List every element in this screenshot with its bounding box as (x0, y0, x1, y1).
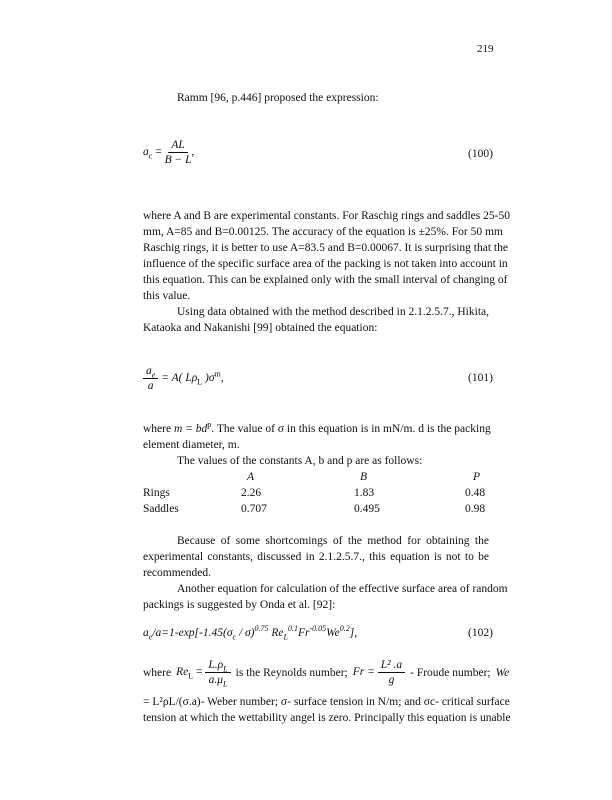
table-row (143, 485, 489, 501)
header-a: A (247, 471, 255, 483)
text-line: where $m = bd^p$. The value of σ in this equation is in mN/m. d is the packing (143, 420, 491, 435)
equation-101: $\frac{a_e}{a}$ = A( $L\rho_L$ )$\sigma^m$, (143, 364, 224, 393)
table-row (143, 501, 489, 517)
text-line: Raschig rings, it is better to use A=83.5 and B=0.00067. It is surprising that the (143, 242, 508, 254)
row-label: Rings (143, 487, 170, 499)
text-line: Kataoka and Nakanishi [99] obtained the equation: (143, 322, 378, 334)
text-line: experimental constants, discussed in 2.1.2.5.7., this equation is not to be (143, 551, 489, 563)
page-number: 219 (477, 43, 494, 55)
text-line: this value. (143, 290, 191, 302)
row-label: Saddles (143, 503, 179, 515)
text-line: where A and B are experimental constants. For Raschig rings and saddles 25-50 (143, 210, 510, 222)
text-line: Because of some shortcomings of the method for obtaining the (177, 535, 489, 547)
equation-number-102: (102) (468, 627, 493, 639)
text-line: = L²ρL/(σ.a)- Weber number; σ- surface tension in N/m; and σc- critical surface (143, 696, 510, 708)
header-b: B (360, 471, 368, 483)
equation-number-100: (100) (468, 148, 493, 160)
text-line: tension at which the wettability angel is zero. Principally this equation is unable (143, 712, 511, 724)
text-line: influence of the specific surface area of the packing is not taken into account in (143, 258, 508, 270)
text: where (143, 666, 172, 679)
cell: 0.98 (465, 503, 486, 515)
text-line: The values of the constants A, b and p are as follows: (177, 455, 423, 467)
table-header (143, 469, 489, 485)
cell: 0.707 (241, 503, 267, 515)
equation-102: $a_e/a=1-\exp[-1.45(\sigma_c / \sigma)^{0.75}$ $Re_L^{0.1}Fr^{-0.05}We^{0.2}$], (143, 624, 358, 642)
intro-text: Ramm [96, p.446] proposed the expression: (177, 92, 379, 104)
text-line: Using data obtained with the method described in 2.1.2.5.7., Hikita, (177, 306, 489, 318)
cell: 2.26 (241, 487, 262, 499)
equation-number-101: (101) (468, 372, 493, 384)
text-line: packings is suggested by Onda et al. [92]: (143, 599, 336, 611)
constants-table (143, 469, 489, 517)
text-line: mm, A=85 and B=0.00125. The accuracy of the equation is ±25%. For 50 mm (143, 226, 503, 238)
cell: 1.83 (354, 487, 375, 499)
text-line: recommended. (143, 567, 212, 579)
header-p: P (473, 471, 481, 483)
cell: 0.48 (465, 487, 486, 499)
equation-100: $a_c$ = $\frac{AL}{B - L}$ , (143, 139, 195, 166)
text: - Froude number; (410, 666, 491, 679)
text-line: element diameter, m. (143, 439, 240, 451)
text: We (495, 666, 510, 679)
cell: 0.495 (354, 503, 380, 515)
text-line: Another equation for calculation of the effective surface area of random (177, 583, 508, 595)
text: is the Reynolds number; (235, 666, 348, 679)
dimensionless-numbers-line: where $Re_L$ = $\frac{L.\rho_L}{a.\mu_L}$ is the Reynolds number; Fr = $\frac{\text{L² .a}}{g}$ - Froude number; We (143, 659, 510, 689)
text-line: this equation. This can be explained only with the small interval of changing of (143, 274, 508, 286)
